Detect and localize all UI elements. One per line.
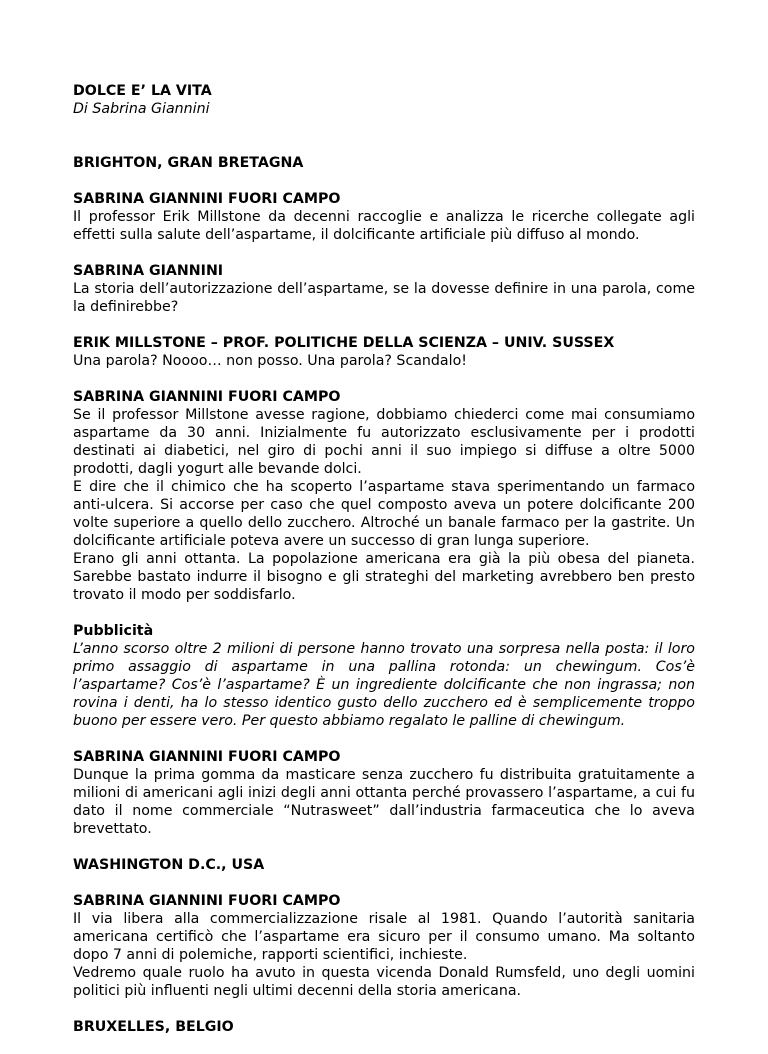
speech-text (73, 910, 695, 1000)
dialogue-block (73, 262, 695, 316)
speech-text (73, 208, 695, 244)
dialogue-block (73, 388, 695, 604)
paragraph: L’anno scorso oltre 2 milioni di persone hanno trovato una sorpresa nella posta: il loro primo assaggio di aspartame in una pallina rotonda: un chewingum. Cos’è l’aspartame? Cos’è l’aspartame? È un ingrediente dolcificante che non ingrassa; non rovina i denti, ha lo stesso identico gusto dello zucchero ed è semplicemente troppo buono per essere vero. Per questo abbiamo regalato le palline di chewingum. (73, 641, 695, 729)
speaker-label: SABRINA GIANNINI FUORI CAMPO (73, 749, 341, 765)
advertisement-block (73, 622, 695, 730)
document-title: DOLCE E’ LA VITA (73, 83, 212, 99)
speaker-label: Pubblicità (73, 623, 154, 639)
speech-text (73, 280, 695, 316)
dialogue-block (73, 748, 695, 838)
paragraph: Vedremo quale ruolo ha avuto in questa vicenda Donald Rumsfeld, uno degli uomini politici più influenti negli ultimi decenni della storia americana. (73, 965, 695, 999)
paragraph: La storia dell’autorizzazione dell’aspartame, se la dovesse definire in una parola, come la definirebbe? (73, 281, 695, 315)
speaker-label: SABRINA GIANNINI FUORI CAMPO (73, 191, 341, 207)
paragraph: E dire che il chimico che ha scoperto l’aspartame stava sperimentando un farmaco anti-ulcera. Si accorse per caso che quel composto aveva un potere dolcificante 200 volte superiore a quello dello zucchero. Altroché un banale farmaco per la gastrite. Un dolcificante artificiale poteva avere un successo di gran lunga superiore. (73, 479, 695, 549)
speaker-label: ERIK MILLSTONE – PROF. POLITICHE DELLA SCIENZA – UNIV. SUSSEX (73, 335, 615, 351)
speaker-label: SABRINA GIANNINI FUORI CAMPO (73, 893, 341, 909)
dialogue-block (73, 334, 695, 370)
document-byline: Di Sabrina Giannini (73, 101, 210, 117)
transcript-body (73, 154, 695, 1036)
location-heading: BRIGHTON, GRAN BRETAGNA (73, 155, 304, 171)
location-heading: WASHINGTON D.C., USA (73, 857, 265, 873)
speaker-label: SABRINA GIANNINI FUORI CAMPO (73, 389, 341, 405)
speaker-label: SABRINA GIANNINI (73, 263, 224, 279)
document-page (73, 82, 695, 1054)
paragraph: Erano gli anni ottanta. La popolazione americana era già la più obesa del pianeta. Sarebbe bastato indurre il bisogno e gli strateghi del marketing avrebbero ben presto trovato il modo per soddisfarlo. (73, 551, 695, 603)
paragraph: Una parola? Noooo… non posso. Una parola? Scandalo! (73, 353, 467, 369)
speech-text (73, 640, 695, 730)
location-heading: BRUXELLES, BELGIO (73, 1019, 234, 1035)
speech-text (73, 406, 695, 604)
paragraph: Se il professor Millstone avesse ragione, dobbiamo chiederci come mai consumiamo aspartame da 30 anni. Inizialmente fu autorizzato esclusivamente per i prodotti destinati ai diabetici, nel giro di pochi anni il suo impiego si diffuse a oltre 5000 prodotti, dagli yogurt alle bevande dolci. (73, 407, 695, 477)
dialogue-block (73, 892, 695, 1000)
dialogue-block (73, 190, 695, 244)
paragraph: Dunque la prima gomma da masticare senza zucchero fu distribuita gratuitamente a milioni di americani agli inizi degli anni ottanta perché provassero l’aspartame, a cui fu dato il nome commerciale “Nutrasweet” dall’industria farmaceutica che lo aveva brevettato. (73, 767, 695, 837)
speech-text (73, 352, 695, 370)
speech-text (73, 766, 695, 838)
paragraph: Il via libera alla commercializzazione risale al 1981. Quando l’autorità sanitaria americana certificò che l’aspartame era sicuro per il consumo umano. Ma soltanto dopo 7 anni di polemiche, rapporti scientifici, inchieste. (73, 911, 695, 963)
paragraph: Il professor Erik Millstone da decenni raccoglie e analizza le ricerche collegate agli effetti sulla salute dell’aspartame, il dolcificante artificiale più diffuso al mondo. (73, 209, 695, 243)
